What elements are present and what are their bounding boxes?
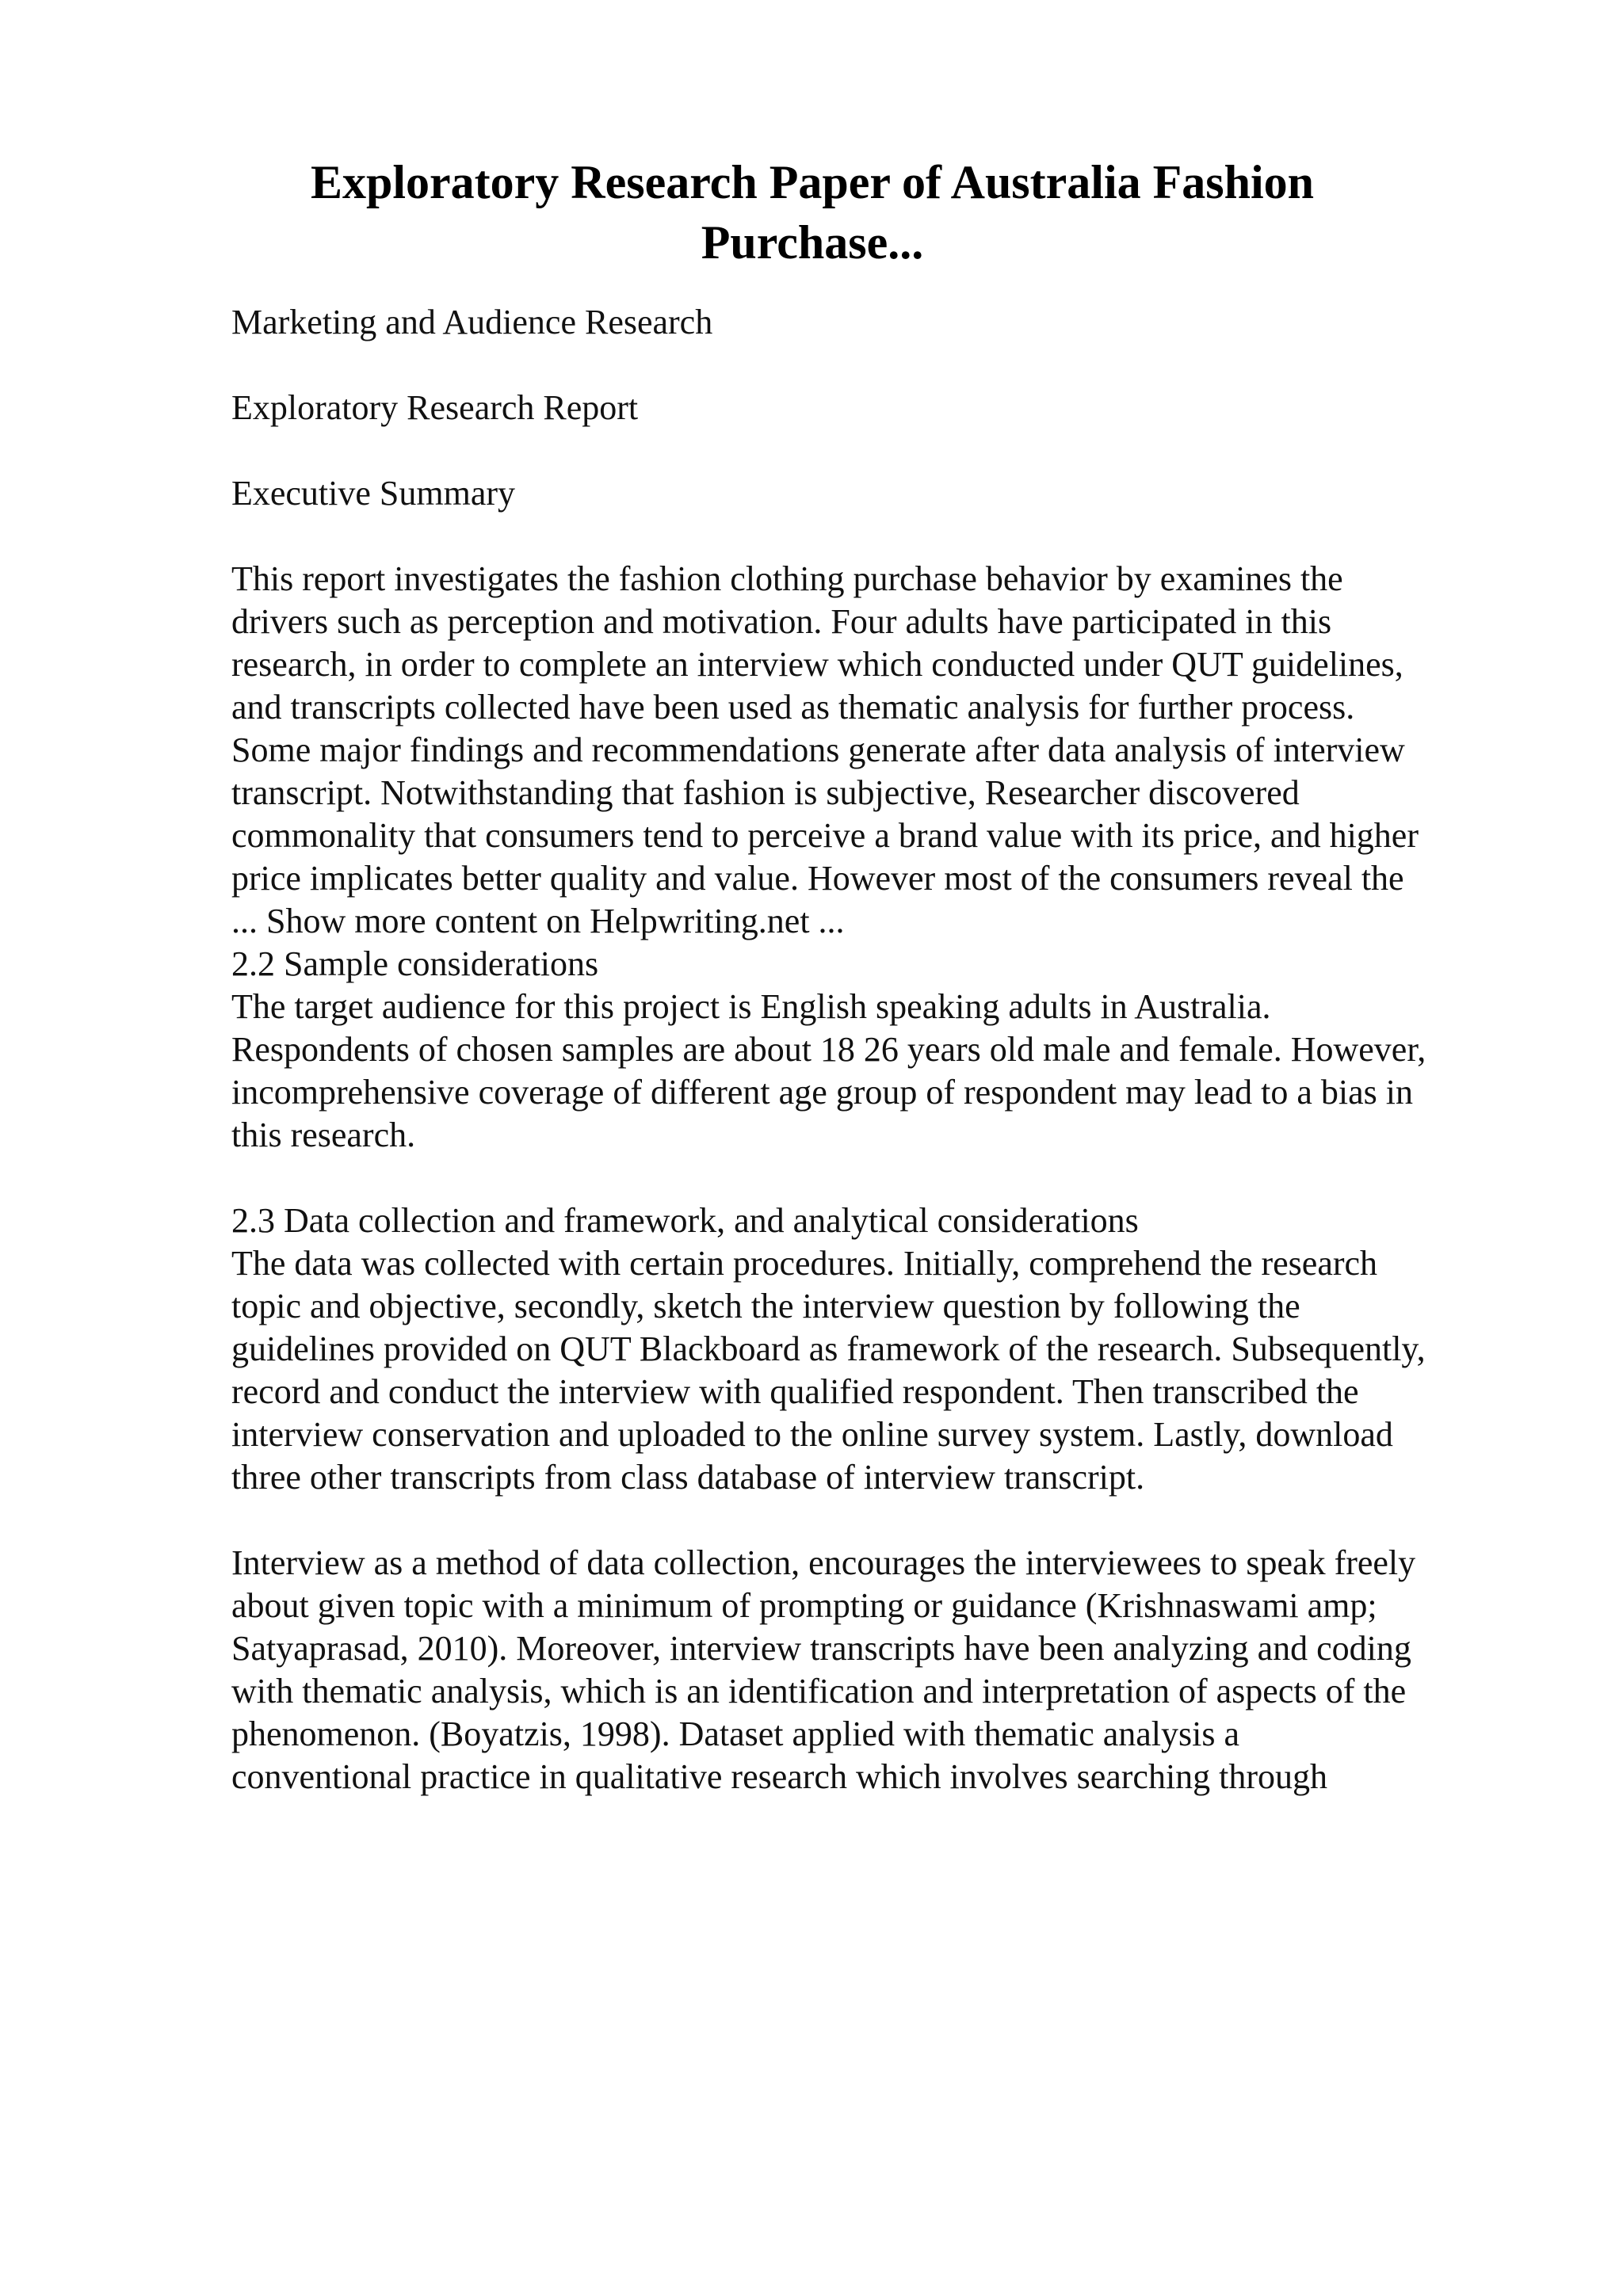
summary-line: commonality that consumers tend to perceive a brand value with its price, and higher	[231, 816, 1419, 855]
executive-summary-heading: Executive Summary	[231, 474, 516, 513]
section-line: topic and objective, secondly, sketch the interview question by following the	[231, 1287, 1300, 1325]
summary-line: Some major findings and recommendations generate after data analysis of interview	[231, 730, 1405, 769]
document-body	[231, 301, 1515, 1798]
course-heading: Marketing and Audience Research	[231, 303, 713, 341]
section-line: guidelines provided on QUT Blackboard as framework of the research. Subsequently,	[231, 1329, 1426, 1368]
section-line: record and conduct the interview with qualified respondent. Then transcribed the	[231, 1372, 1359, 1411]
interview-line: Satyaprasad, 2010). Moreover, interview transcripts have been analyzing and coding	[231, 1629, 1411, 1668]
interview-line: about given topic with a minimum of prompting or guidance (Krishnaswami amp;	[231, 1586, 1377, 1625]
section-2-2-heading: 2.2 Sample considerations	[231, 944, 599, 983]
summary-line: This report investigates the fashion clothing purchase behavior by examines the	[231, 559, 1343, 598]
section-2-3	[231, 1199, 1515, 1499]
section-line: Respondents of chosen samples are about 18 26 years old male and female. However,	[231, 1030, 1426, 1069]
section-line: The data was collected with certain procedures. Initially, comprehend the research	[231, 1244, 1378, 1283]
section-line: incomprehensive coverage of different age group of respondent may lead to a bias in	[231, 1073, 1413, 1112]
summary-line: transcript. Notwithstanding that fashion is subjective, Researcher discovered	[231, 773, 1300, 812]
section-line: three other transcripts from class database of interview transcript.	[231, 1458, 1145, 1497]
interview-line: conventional practice in qualitative research which involves searching through	[231, 1757, 1328, 1796]
paragraph-gap	[231, 1157, 1515, 1199]
section-line: interview conservation and uploaded to the online survey system. Lastly, download	[231, 1415, 1393, 1454]
section-2-3-heading: 2.3 Data collection and framework, and analytical considerations	[231, 1201, 1139, 1240]
show-more-line: ... Show more content on Helpwriting.net ...	[231, 902, 845, 940]
interview-line: Interview as a method of data collection, encourages the interviewees to speak freely	[231, 1543, 1416, 1582]
summary-line: drivers such as perception and motivation. Four adults have participated in this	[231, 602, 1332, 641]
document-title: Exploratory Research Paper of Australia Fashion Purchase...	[310, 156, 1315, 269]
section-line: The target audience for this project is English speaking adults in Australia.	[231, 987, 1271, 1026]
paragraph-gap	[231, 1499, 1515, 1542]
interview-line: phenomenon. (Boyatzis, 1998). Dataset applied with thematic analysis a	[231, 1714, 1240, 1753]
section-2-2	[231, 943, 1515, 1157]
summary-line: and transcripts collected have been used as thematic analysis for further process.	[231, 688, 1355, 727]
section-line: this research.	[231, 1116, 416, 1154]
report-heading: Exploratory Research Report	[231, 388, 639, 427]
summary-line: price implicates better quality and value. However most of the consumers reveal the	[231, 859, 1404, 898]
interview-line: with thematic analysis, which is an identification and interpretation of aspects of the	[231, 1672, 1407, 1711]
executive-summary-paragraph	[231, 558, 1515, 943]
summary-line: research, in order to complete an interview which conducted under QUT guidelines,	[231, 645, 1403, 684]
interview-paragraph	[231, 1542, 1515, 1798]
